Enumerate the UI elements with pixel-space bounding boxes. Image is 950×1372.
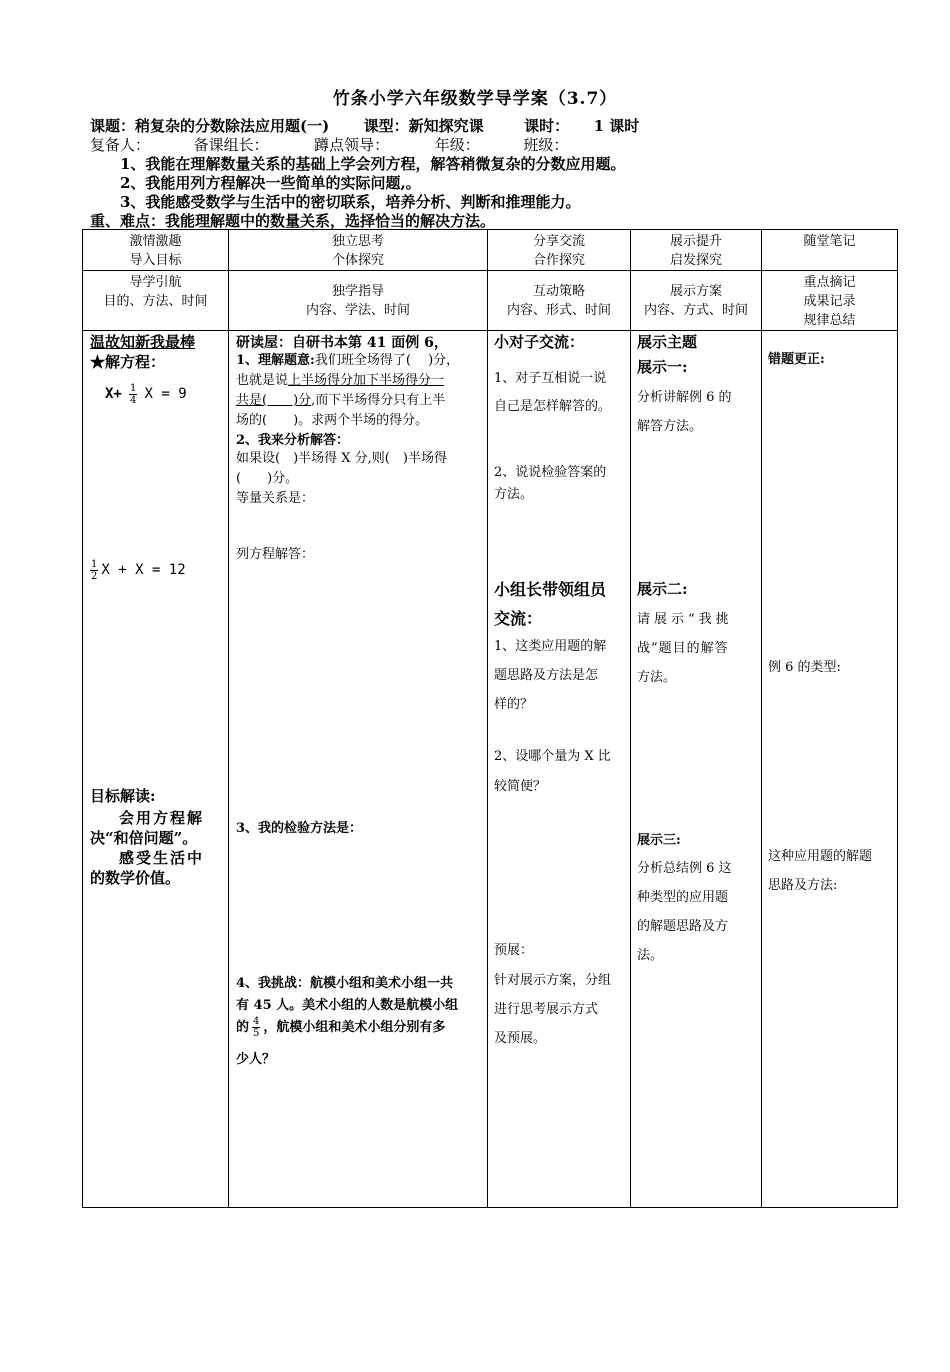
lesson-info-line bbox=[90, 115, 639, 136]
col-presentation bbox=[631, 331, 762, 1208]
group-text: 较简便？ bbox=[494, 779, 547, 794]
equation-1: X+ $\frac{1}{4}$ X = 9 bbox=[105, 383, 187, 406]
col-cooperative bbox=[488, 331, 631, 1208]
step-1-line-4: 场的( )。求两个半场的得分。 bbox=[236, 413, 429, 428]
step-1-line-3: 共是( )分,而下半场得分只有上半 bbox=[236, 393, 446, 408]
group-exchange-heading: 小组长带领组员 bbox=[494, 580, 607, 599]
presentation-text: 方法。 bbox=[637, 670, 677, 685]
study-plan-table bbox=[82, 229, 898, 1208]
supervisor-label: 蹲点领导： bbox=[314, 136, 390, 154]
presentation-2-heading: 展示二: bbox=[637, 580, 688, 598]
fraction: $\frac{1}{2}$ bbox=[91, 559, 98, 582]
pair-exchange-heading: 小对子交流： bbox=[494, 333, 585, 351]
fraction: $\frac{4}{5}$ bbox=[253, 1016, 260, 1039]
challenge-line-2: 有 45 人。美术小组的人数是航模小组 bbox=[236, 998, 459, 1013]
goal-text: 的数学价值。 bbox=[90, 869, 181, 887]
fraction: $\frac{1}{4}$ bbox=[130, 383, 137, 406]
presentation-theme: 展示主题 bbox=[637, 333, 698, 351]
preview-heading: 预展： bbox=[494, 943, 534, 958]
col-notes bbox=[762, 331, 898, 1208]
pair-text: 自己是怎样解答的。 bbox=[494, 399, 612, 414]
header-cell: 互动策略 内容、形式、时间 bbox=[488, 271, 631, 331]
group-text: 样的？ bbox=[494, 697, 534, 712]
presentation-text: 请展示“我挑 bbox=[637, 612, 733, 627]
header-cell: 独立思考 个体探究 bbox=[229, 230, 488, 271]
step-1-line-1: 1、理解题意:我们班全场得了( )分， bbox=[236, 353, 460, 368]
periods-value: 1 课时 bbox=[593, 117, 640, 135]
header-cell: 分享交流 合作探究 bbox=[488, 230, 631, 271]
step-2-heading: 2、我来分析解答： bbox=[236, 433, 350, 448]
presentation-text: 种类型的应用题 bbox=[637, 890, 729, 905]
step-2-line-2: ( )分。 bbox=[236, 471, 299, 486]
goal-text: 感受生活中 bbox=[119, 849, 205, 867]
pair-text: 方法。 bbox=[494, 487, 534, 502]
goal-1: 1、我能在理解数量关系的基础上学会列方程，解答稍微复杂的分数应用题。 bbox=[120, 155, 626, 173]
equation-2: $\frac{1}{2}$ X + X = 12 bbox=[91, 559, 186, 582]
goal-text: 决“和倍问题”。 bbox=[90, 829, 198, 847]
review-heading: 温故知新我最棒 bbox=[90, 333, 196, 351]
solve-heading: ★解方程： bbox=[90, 353, 166, 371]
header-cell: 随堂笔记 bbox=[762, 230, 898, 271]
group-text: 2、设哪个量为 X 比 bbox=[494, 749, 611, 764]
presentation-text: 战”题目的解答 bbox=[637, 641, 729, 656]
header-row-2 bbox=[83, 271, 898, 331]
group-leader-label: 备课组长： bbox=[193, 136, 269, 154]
pair-text: 2、说说检验答案的 bbox=[494, 465, 607, 480]
presentation-text: 法。 bbox=[637, 948, 664, 963]
header-cell: 导学引航 目的、方法、时间 bbox=[83, 271, 229, 331]
example-type-label: 例 6 的类型: bbox=[768, 660, 841, 675]
study-heading: 研读屋：自研书本第 41 面例 6， bbox=[236, 335, 448, 351]
presentation-3-heading: 展示三: bbox=[637, 833, 681, 848]
error-correction-label: 错题更正: bbox=[768, 352, 825, 367]
goal-2: 2、我能用列方程解决一些简单的实际问题,。 bbox=[120, 174, 421, 192]
header-row-1 bbox=[83, 230, 898, 271]
challenge-line-3: 的 $\frac{4}{5}$ ，航模小组和美术小组分别有多 bbox=[236, 1016, 446, 1039]
step-1-line-2: 也就是说上半场得分加下半场得分一 bbox=[236, 373, 445, 388]
goal-interpretation-heading: 目标解读: bbox=[90, 787, 156, 805]
equation-label: 列方程解答： bbox=[236, 547, 315, 562]
content-row bbox=[83, 331, 898, 1208]
presentation-text: 分析讲解例 6 的 bbox=[637, 390, 732, 405]
group-exchange-heading-2: 交流： bbox=[494, 609, 543, 628]
preview-text: 及预展。 bbox=[494, 1031, 547, 1046]
header-cell: 重点摘记 成果记录 规律总结 bbox=[762, 271, 898, 331]
class-label: 班级： bbox=[523, 136, 569, 154]
presentation-text: 的解题思路及方 bbox=[637, 919, 729, 934]
method-note-label: 思路及方法: bbox=[768, 878, 838, 893]
preview-text: 进行思考展示方式 bbox=[494, 1002, 599, 1017]
col-independent-study bbox=[229, 331, 488, 1208]
challenge-line-4: 少人？ bbox=[236, 1052, 276, 1067]
col-intro bbox=[83, 331, 229, 1208]
challenge-line-1: 4、我挑战：航模小组和美术小组一共 bbox=[236, 976, 454, 991]
periods-label: 课时： bbox=[524, 117, 570, 135]
method-note-label: 这种应用题的解题 bbox=[768, 849, 873, 864]
preview-text: 针对展示方案，分组 bbox=[494, 973, 612, 988]
header-cell: 展示方案 内容、方式、时间 bbox=[631, 271, 762, 331]
goal-3: 3、我能感受数学与生活中的密切联系，培养分析、判断和推理能力。 bbox=[120, 193, 581, 211]
pair-text: 1、对子互相说一说 bbox=[494, 371, 607, 386]
presentation-text: 分析总结例 6 这 bbox=[637, 861, 732, 876]
equivalence-label: 等量关系是： bbox=[236, 491, 315, 506]
step-2-line-1: 如果设( )半场得 X 分,则( )半场得 bbox=[236, 451, 447, 466]
presentation-text: 解答方法。 bbox=[637, 419, 703, 434]
grade-label: 年级： bbox=[434, 136, 480, 154]
page-title: 竹条小学六年级数学导学案（3.7） bbox=[332, 89, 618, 109]
header-cell: 独学指导 内容、学法、时间 bbox=[229, 271, 488, 331]
topic: 课题：稍复杂的分数除法应用题(一) bbox=[90, 117, 330, 135]
key-points: 重、难点：我能理解题中的数量关系，选择恰当的解决方法。 bbox=[90, 212, 496, 230]
preparer-label: 复备人： bbox=[90, 136, 151, 154]
staff-line bbox=[90, 134, 568, 155]
group-text: 题思路及方法是怎 bbox=[494, 668, 599, 683]
goal-text: 会用方程解 bbox=[119, 809, 205, 827]
group-text: 1、这类应用题的解 bbox=[494, 639, 607, 654]
step-3-heading: 3、我的检验方法是： bbox=[236, 821, 363, 836]
presentation-1-heading: 展示一: bbox=[637, 358, 688, 376]
class-type: 课型：新知探究课 bbox=[363, 117, 484, 135]
header-cell: 展示提升 启发探究 bbox=[631, 230, 762, 271]
header-cell: 激情激趣 导入目标 bbox=[83, 230, 229, 271]
